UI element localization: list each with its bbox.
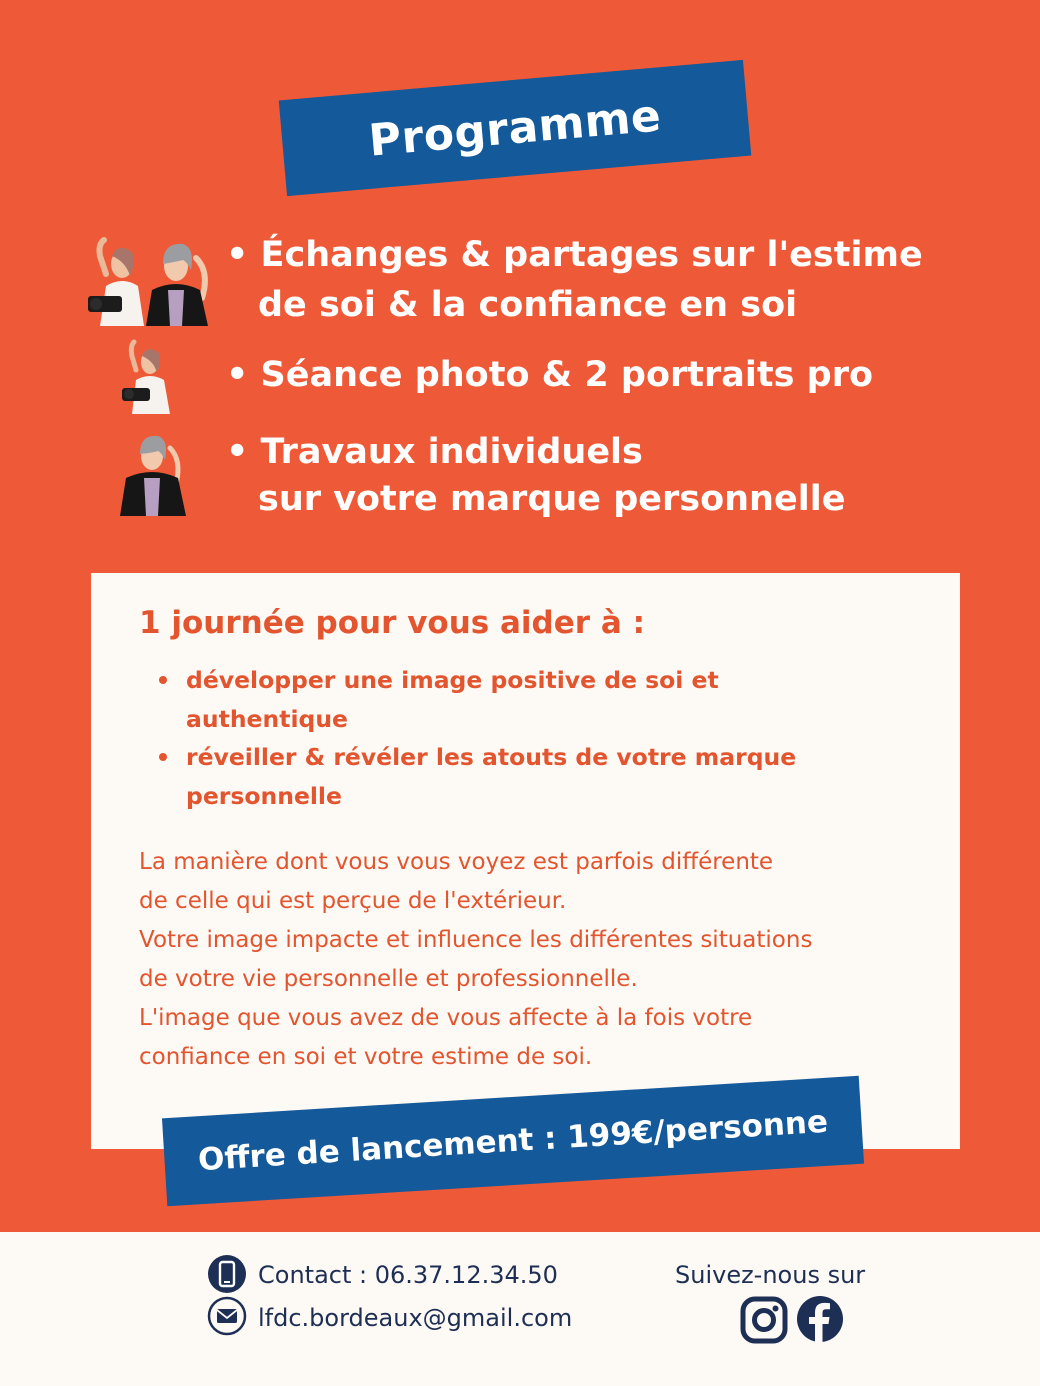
program-item-1-line-1: • Échanges & partages sur l'estime [226, 235, 923, 275]
benefit-item [159, 738, 859, 816]
follow-label: Suivez-nous sur [675, 1261, 866, 1289]
two-women-illustration [86, 234, 216, 328]
paragraph-line: Votre image impacte et influence les différentes situations [139, 927, 813, 953]
photographer-woman-illustration [120, 338, 184, 414]
paragraph-line: La manière dont vous vous voyez est parfois différente [139, 849, 774, 875]
contact-email[interactable]: lfdc.bordeaux@gmail.com [258, 1304, 573, 1332]
offer-text: Offre de lancement : 199€/personne [197, 1103, 829, 1179]
bullet-dot [159, 753, 167, 761]
paragraph-line: de votre vie personnelle et professionnelle. [139, 966, 638, 992]
paragraph-line: confiance en soi et votre estime de soi. [139, 1044, 593, 1070]
contact-phone[interactable]: Contact : 06.37.12.34.50 [258, 1261, 558, 1289]
footer [0, 1232, 1040, 1386]
bullet-dot [159, 676, 167, 684]
program-item-1-line-2: de soi & la confiance en soi [258, 285, 798, 325]
paragraph-line: de celle qui est perçue de l'extérieur. [139, 888, 567, 914]
mail-icon [207, 1296, 247, 1336]
panel-heading: 1 journée pour vous aider à : [139, 605, 645, 641]
facebook-icon[interactable] [796, 1295, 844, 1343]
info-panel [91, 573, 960, 1149]
benefit-item [159, 661, 799, 739]
woman-blazer-illustration [120, 432, 188, 516]
program-item-3-line-1: • Travaux individuels [226, 432, 643, 472]
page-title: Programme [366, 89, 664, 167]
paragraph-line: L'image que vous avez de vous affecte à la fois votre [139, 1005, 753, 1031]
phone-icon [207, 1254, 247, 1294]
instagram-icon[interactable] [740, 1296, 788, 1344]
benefit-text: réveiller & révéler les atouts de votre marque personnelle [186, 743, 797, 810]
title-banner [279, 60, 752, 196]
benefit-text: développer une image positive de soi et authentique [186, 666, 719, 733]
program-item-2-line-1: • Séance photo & 2 portraits pro [226, 355, 874, 395]
program-item-3-line-2: sur votre marque personnelle [258, 479, 846, 519]
